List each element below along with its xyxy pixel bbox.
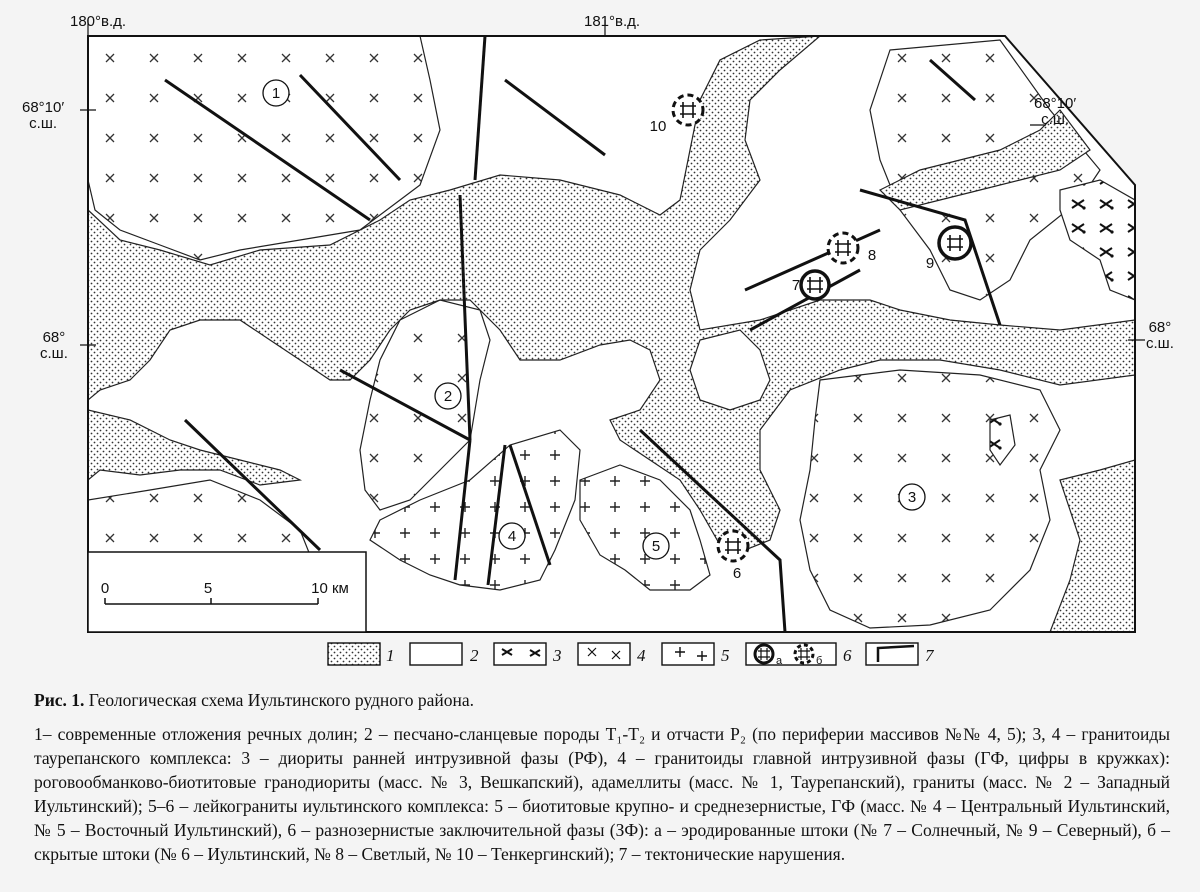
legend-num-4: 4 <box>637 646 646 665</box>
caption-body: 1– современные отложения речных долин; 2 – песчано-сланцевые породы T₁-T₂ и отчасти P₂ (по периферии массивов №№ 4, 5); 3, 4 – гранитоиды таурепанского комплекса: 3 – диориты ранней интрузивной фазы (РФ), 4 – гранитоиды главной интрузивной фазы (ГФ, цифры в кружках): роговообманково-биотитовые гранодиориты (масс. № 3, Вешкапский), адамеллиты (масс. № 1, Таурепанский), граниты (масс. № 2 – Западный Иультинский); 5–6 – лейкограниты иультинского комплекса: 5 – биотитовые крупно- и среднезернистые, ГФ (масс. № 4 – Центральный Иультинский, № 5 – Восточный Иультинский), 6 – разнозернистые заключительной фазы (ЗФ): а – эродированные штоки (№ 7 – Солнечный, № 9 – Северный), б – скрытые штоки (№ 6 – Иультинский, № 8 – Светлый, № 10 – Тенкергинский); 7 – тектонические нарушения. <box>34 724 1170 864</box>
figure-label: Рис. 1. <box>34 690 85 710</box>
massif-label-5: 5 <box>651 538 661 555</box>
stock-8 <box>828 233 858 263</box>
stock-label-9: 9 <box>925 255 935 272</box>
caption-title-line <box>34 688 1170 712</box>
latitude-deg: 68° <box>1148 319 1172 336</box>
legend-num-2: 2 <box>470 646 479 665</box>
legend-num-6: 6 <box>843 646 852 665</box>
stock-label-6: 6 <box>732 565 742 582</box>
legend-num-5: 5 <box>721 646 730 665</box>
latitude-deg: 68°10′ <box>1034 95 1077 112</box>
latitude-unit: с.ш. <box>1041 111 1070 128</box>
massif-label-1: 1 <box>271 85 281 102</box>
latitude-label-68-west <box>40 330 68 362</box>
massif-label-4: 4 <box>507 528 517 545</box>
massif-label-3: 3 <box>907 489 917 506</box>
stock-7 <box>801 271 829 299</box>
latitude-unit: с.ш. <box>1146 335 1174 352</box>
latitude-unit: с.ш. <box>40 345 68 362</box>
scale-tick-5: 5 <box>203 580 213 597</box>
stock-9 <box>939 227 971 259</box>
legend <box>328 643 918 665</box>
massif-label-2: 2 <box>443 388 453 405</box>
latitude-unit: с.ш. <box>29 115 58 132</box>
scale-tick-0: 0 <box>100 580 110 597</box>
stock-label-8: 8 <box>867 247 877 264</box>
stock-10 <box>673 95 703 125</box>
figure-caption <box>34 688 1170 866</box>
figure-title: Геологическая схема Иультинского рудного района. <box>88 690 475 710</box>
latitude-deg: 68°10′ <box>22 99 65 116</box>
longitude-label-181: 181°в.д. <box>584 13 641 30</box>
legend-num-1: 1 <box>386 646 395 665</box>
stock-label-7: 7 <box>791 277 801 294</box>
latitude-label-68-10-east <box>1034 96 1076 128</box>
latitude-label-68-10-west <box>22 100 64 132</box>
legend-sub-a: а <box>776 655 783 667</box>
legend-num-3: 3 <box>553 646 562 665</box>
stock-label-10: 10 <box>649 118 667 135</box>
legend-num-7: 7 <box>925 646 934 665</box>
legend-sub-b: б <box>816 655 823 667</box>
longitude-label-180: 180°в.д. <box>70 13 127 30</box>
latitude-deg: 68° <box>42 329 66 346</box>
scale-tick-10: 10 км <box>311 580 349 597</box>
latitude-label-68-east <box>1146 320 1174 352</box>
stock-6 <box>718 531 748 561</box>
